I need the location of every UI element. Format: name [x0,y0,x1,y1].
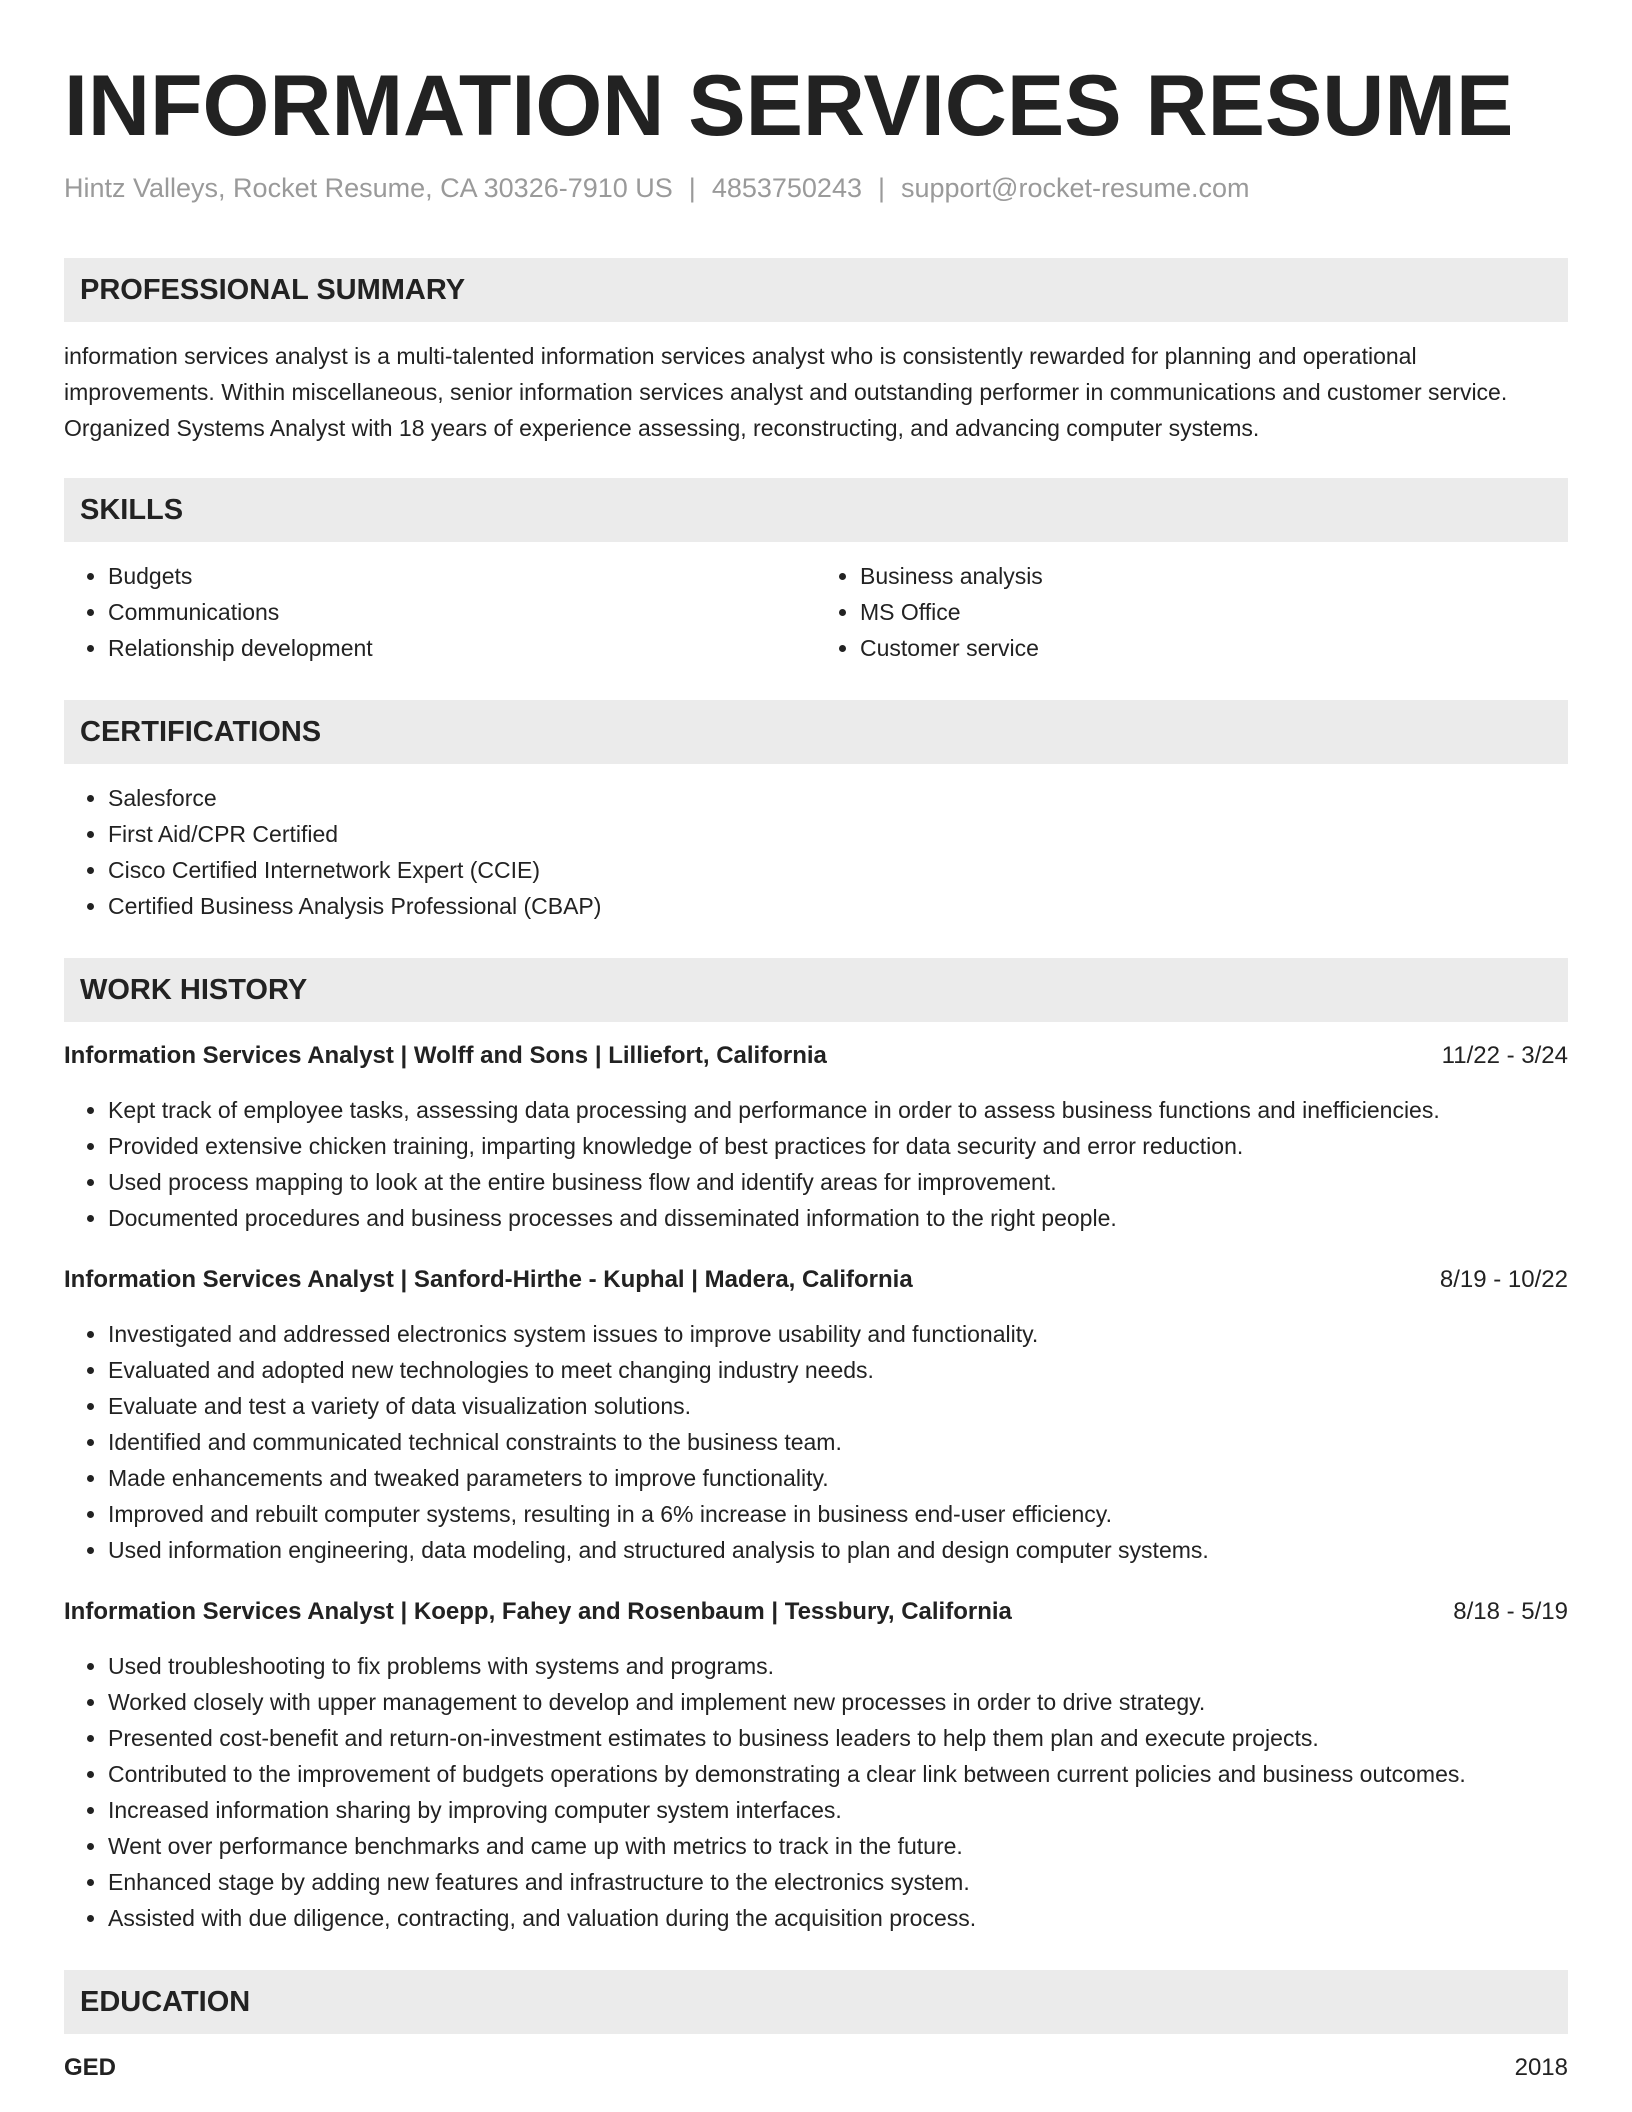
job-title: Information Services Analyst | Sanford-Hirthe - Kuphal | Madera, California [64,1266,913,1293]
skill-item: • Relationship development [108,630,816,666]
job-header [64,1262,1568,1298]
job-title: Information Services Analyst | Koepp, Fahey and Rosenbaum | Tessbury, California [64,1598,1012,1625]
certification-item: • First Aid/CPR Certified [108,816,1568,852]
certification-item: • Cisco Certified Internetwork Expert (CCIE) [108,852,1568,888]
section-header-work-history: WORK HISTORY [64,958,1568,1022]
job-bullet: • Kept track of employee tasks, assessing data processing and performance in order to assess business functions and inefficiencies. [108,1092,1568,1128]
certification-item: • Certified Business Analysis Professional (CBAP) [108,888,1568,924]
skill-item: • MS Office [860,594,1568,630]
job-bullet: • Documented procedures and business processes and disseminated information to the right people. [108,1200,1568,1236]
job-dates: 8/18 - 5/19 [1453,1598,1568,1625]
skill-item: • Business analysis [860,558,1568,594]
contact-address: Hintz Valleys, Rocket Resume, CA 30326-7910 US [64,173,673,203]
job-bullet: • Identified and communicated technical constraints to the business team. [108,1424,1568,1460]
job-dates: 11/22 - 3/24 [1441,1042,1568,1069]
section-header-skills: SKILLS [64,478,1568,542]
job-title: Information Services Analyst | Wolff and Sons | Lilliefort, California [64,1042,827,1069]
job-bullet: • Used information engineering, data modeling, and structured analysis to plan and design computer systems. [108,1532,1568,1568]
contact-line [64,170,1568,206]
section-header-summary: PROFESSIONAL SUMMARY [64,258,1568,322]
resume-page [64,0,1568,2086]
contact-email: support@rocket-resume.com [901,173,1250,203]
job-entry [64,1594,1568,1936]
education-year: 2018 [1514,2054,1568,2081]
skill-item: • Customer service [860,630,1568,666]
job-bullet: • Made enhancements and tweaked parameters to improve functionality. [108,1460,1568,1496]
certification-item: • Salesforce [108,780,1568,816]
job-bullet: • Provided extensive chicken training, imparting knowledge of best practices for data security and error reduction. [108,1128,1568,1164]
job-bullet: • Worked closely with upper management to develop and implement new processes in order to drive strategy. [108,1684,1568,1720]
job-bullet: • Used troubleshooting to fix problems with systems and programs. [108,1648,1568,1684]
job-header [64,1594,1568,1630]
job-bullets [64,1316,1568,1568]
job-bullet: • Went over performance benchmarks and came up with metrics to track in the future. [108,1828,1568,1864]
skills-list [64,558,1568,666]
summary-text: information services analyst is a multi-talented information services analyst who is consistently rewarded for planning and operational improvements. Within miscellaneous, senior information services analyst and outstanding performer in communications and customer service. Organized Systems Analyst with 18 years of experience assessing, reconstructing, and advancing computer systems. [64,343,1508,441]
job-entry [64,1038,1568,1236]
job-dates: 8/19 - 10/22 [1439,1266,1568,1293]
job-bullet: • Used process mapping to look at the entire business flow and identify areas for improvement. [108,1164,1568,1200]
skills-column-left [64,558,816,666]
education-entry [64,2050,1568,2086]
job-header [64,1038,1568,1074]
job-bullet: • Contributed to the improvement of budgets operations by demonstrating a clear link between current policies and business outcomes. [108,1756,1568,1792]
job-bullet: • Assisted with due diligence, contracting, and valuation during the acquisition process. [108,1900,1568,1936]
skill-item: • Communications [108,594,816,630]
education-degree: GED [64,2054,117,2081]
section-header-education: EDUCATION [64,1970,1568,2034]
resume-title: INFORMATION SERVICES RESUME [64,58,1514,154]
job-bullets [64,1092,1568,1236]
section-header-certifications: CERTIFICATIONS [64,700,1568,764]
job-bullet: • Investigated and addressed electronics system issues to improve usability and functionality. [108,1316,1568,1352]
job-bullet: • Evaluated and adopted new technologies to meet changing industry needs. [108,1352,1568,1388]
skills-column-right [816,558,1568,666]
contact-separator: | [877,173,885,203]
job-bullet: • Enhanced stage by adding new features and infrastructure to the electronics system. [108,1864,1568,1900]
contact-phone: 4853750243 [711,173,862,203]
job-entry [64,1262,1568,1568]
contact-separator: | [688,173,696,203]
job-bullet: • Improved and rebuilt computer systems, resulting in a 6% increase in business end-user efficiency. [108,1496,1568,1532]
job-bullet: • Evaluate and test a variety of data visualization solutions. [108,1388,1568,1424]
skill-item: • Budgets [108,558,816,594]
job-bullet: • Presented cost-benefit and return-on-investment estimates to business leaders to help them plan and execute projects. [108,1720,1568,1756]
job-bullet: • Increased information sharing by improving computer system interfaces. [108,1792,1568,1828]
job-bullets [64,1648,1568,1936]
certifications-list [64,780,1568,924]
